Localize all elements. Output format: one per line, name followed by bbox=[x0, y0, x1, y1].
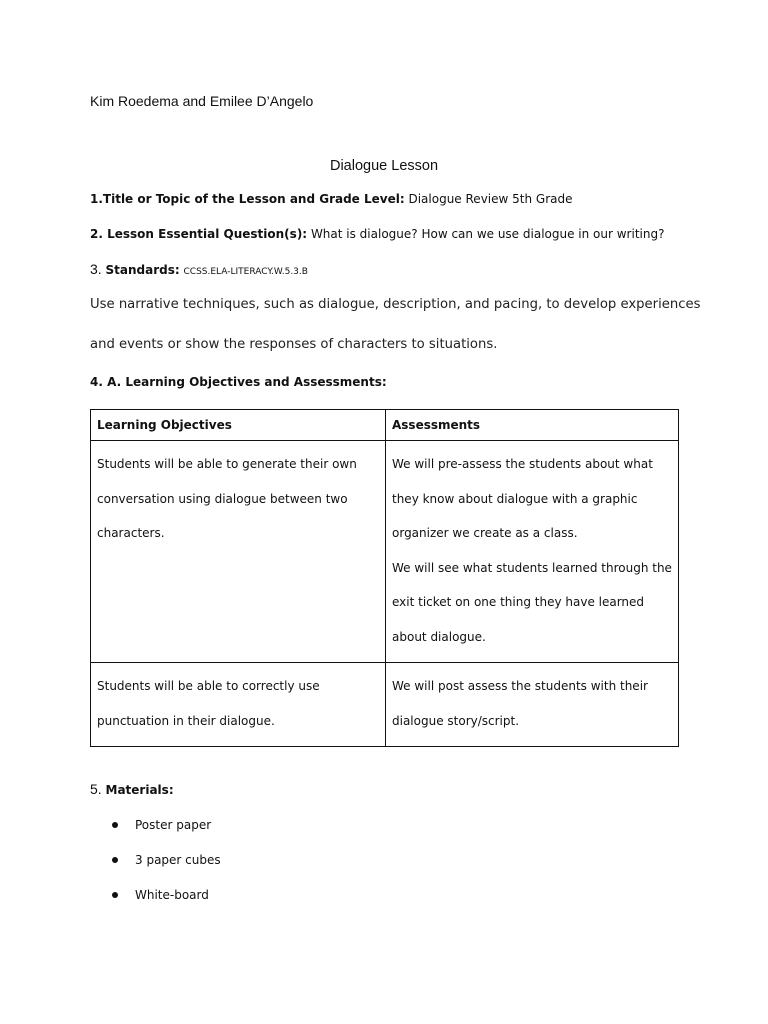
table-row bbox=[91, 441, 679, 663]
assessment-text: We will post assess the students with their dialogue story/script. bbox=[392, 679, 648, 728]
standards-number: 3. bbox=[90, 261, 102, 277]
objectives-table bbox=[90, 409, 679, 747]
standards-label: Standards: bbox=[105, 263, 180, 277]
standards-line bbox=[90, 261, 308, 277]
assessment-text-part: We will see what students learned through the exit ticket on one thing they have learned about dialogue. bbox=[392, 560, 672, 644]
bullet-icon bbox=[112, 892, 118, 898]
assessment-text bbox=[386, 441, 678, 654]
objective-cell bbox=[91, 663, 386, 747]
assessment-cell bbox=[386, 663, 679, 747]
standard-text-line-1: Use narrative techniques, such as dialogue, description, and pacing, to develop experiences bbox=[90, 297, 701, 312]
materials-label: Materials: bbox=[105, 783, 174, 797]
header-label: Learning Objectives bbox=[97, 418, 232, 432]
objective-text: Students will be able to correctly use punctuation in their dialogue. bbox=[97, 679, 320, 728]
lesson-title-line bbox=[90, 192, 572, 206]
standards-code: CCSS.ELA-LITERACY.W.5.3.B bbox=[183, 267, 308, 277]
essential-question-value: What is dialogue? How can we use dialogue in our writing? bbox=[310, 227, 665, 241]
materials-heading bbox=[90, 781, 174, 797]
essential-question-label: 2. Lesson Essential Question(s): bbox=[90, 227, 308, 241]
list-item-label: Poster paper bbox=[135, 818, 212, 832]
header-assessments bbox=[386, 410, 679, 441]
materials-number: 5. bbox=[90, 781, 102, 797]
table-header-row bbox=[91, 410, 679, 441]
document-title: Dialogue Lesson bbox=[329, 158, 439, 174]
lesson-title-value: Dialogue Review 5th Grade bbox=[408, 192, 573, 206]
objectives-heading-label: 4. A. Learning Objectives and Assessments: bbox=[90, 375, 387, 389]
header-learning-objectives bbox=[91, 410, 386, 441]
assessment-text-part: We will pre-assess the students about what they know about dialogue with a graphic organizer we create as a class. bbox=[392, 457, 653, 540]
standard-text-line-2: and events or show the responses of characters to situations. bbox=[90, 337, 498, 352]
objective-text: Students will be able to generate their own conversation using dialogue between two characters. bbox=[97, 457, 357, 540]
list-item-label: 3 paper cubes bbox=[135, 853, 221, 867]
objective-cell bbox=[91, 441, 386, 663]
bullet-icon bbox=[112, 857, 118, 863]
list-item bbox=[112, 818, 211, 832]
list-item bbox=[112, 888, 209, 902]
list-item bbox=[112, 853, 221, 867]
assessment-cell bbox=[386, 441, 679, 663]
lesson-title-label: 1.Title or Topic of the Lesson and Grade Level: bbox=[90, 192, 405, 206]
header-label: Assessments bbox=[392, 418, 481, 432]
objectives-heading bbox=[90, 375, 387, 389]
authors-line: Kim Roedema and Emilee D’Angelo bbox=[90, 93, 314, 109]
essential-question-line bbox=[90, 227, 664, 241]
table-row bbox=[91, 663, 679, 747]
list-item-label: White-board bbox=[135, 888, 209, 902]
bullet-icon bbox=[112, 822, 118, 828]
